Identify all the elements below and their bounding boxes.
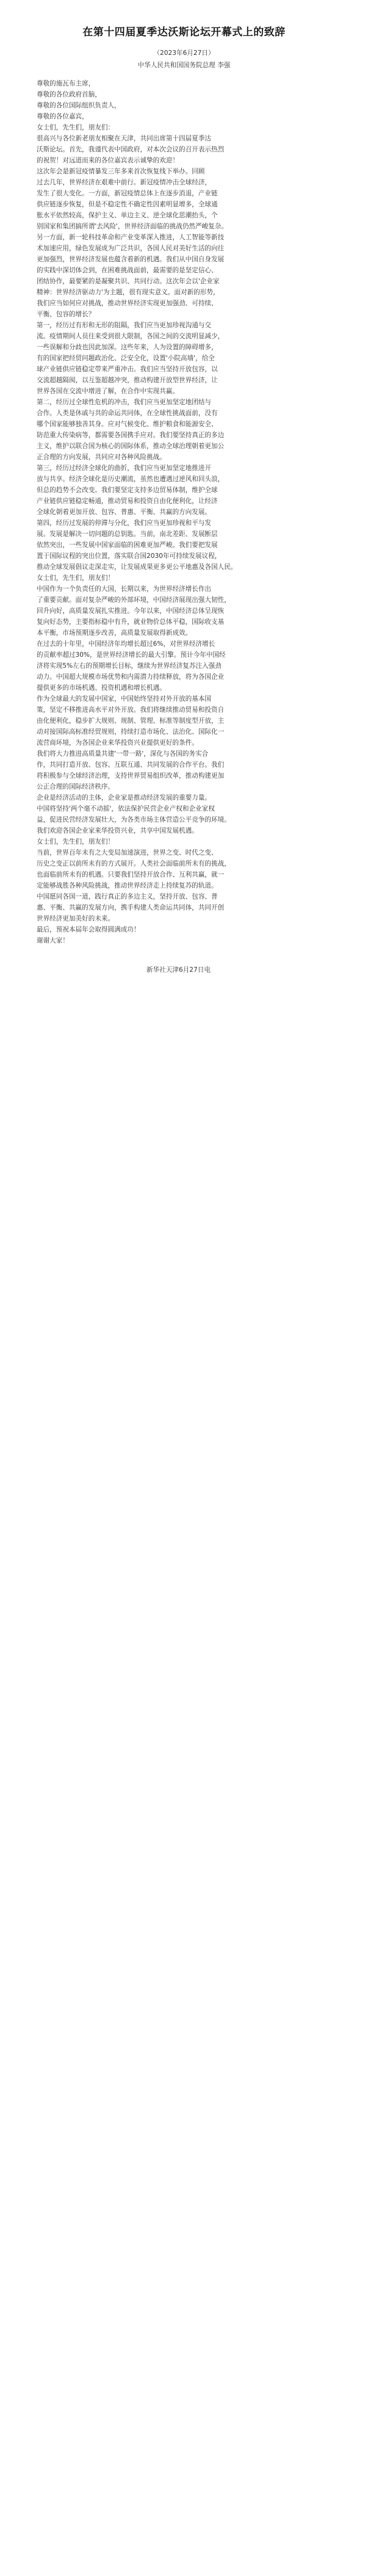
paragraph-line: 更加强烈，世界经济发展也蕴含着新的机遇。我们从中国自身发展 bbox=[37, 256, 225, 263]
paragraph-line: 女士们，先生们，朋友们！ bbox=[37, 838, 115, 845]
paragraph-line: 女士们，先生们，朋友们！ bbox=[37, 574, 115, 582]
paragraph-line: 定能够战胜各种风险挑战，推动世界经济走上持续复苏的轨道。 bbox=[37, 882, 218, 889]
paragraph-line: 世界各国在交流中增进了解，在合作中实现共赢。 bbox=[37, 388, 179, 395]
paragraph-line: 一些误解和分歧也因此加深。这些年来，人为设置的障碍增多， bbox=[37, 344, 218, 351]
paragraph-line: 我们应当如何应对挑战，推动世界经济实现更加强劲、可持续、 bbox=[37, 300, 218, 307]
paragraph-line: 第一，经历过有形和无形的阻隔，我们应当更加珍视沟通与交 bbox=[37, 322, 212, 329]
paragraph-line: 济将实现5%左右的预期增长目标，继续为世界经济复苏注入强劲 bbox=[37, 662, 222, 670]
paragraph-line: 中国将坚持'两个毫不动摇'，依法保护民营企业产权和企业家权 bbox=[37, 805, 215, 812]
paragraph-line: 提供更多的市场机遇、投资机遇和增长机遇。 bbox=[37, 684, 166, 692]
speech-title: 在第十四届夏季达沃斯论坛开幕式上的致辞 bbox=[82, 26, 286, 38]
paragraph-line: 有的国家把经贸问题政治化、泛安全化，设置'小院高墙'，给全 bbox=[37, 355, 215, 362]
paragraph-line: 由化便利化，稳步扩大规则、规制、管理、标准等制度型开放，主 bbox=[37, 717, 225, 725]
paragraph-line: 展。发展是解决一切问题的总钥匙。当前，南北差距、发展断层 bbox=[37, 530, 218, 538]
paragraph-line: 合作。人类是休戚与共的命运共同体，在全球性挑战面前，没有 bbox=[37, 410, 218, 417]
paragraph-line: 全球化朝着更加开放、包容、普惠、平衡、共赢的方向发展。 bbox=[37, 508, 212, 516]
paragraph-line: 术加速应用，绿色发展成为广泛共识，各国人民对美好生活的向往 bbox=[37, 245, 225, 252]
speaker-line: 中华人民共和国国务院总理 李强 bbox=[137, 62, 231, 69]
paragraph-line: 的贡献率超过30%，是世界经济增长的最大引擎。预计今年中国经 bbox=[37, 651, 226, 659]
paragraph-line: 这次年会是新冠疫情暴发三年多来首次恢复线下举办。回顾 bbox=[37, 168, 205, 175]
paragraph-line: 尊敬的施瓦布主席， bbox=[37, 80, 95, 87]
paragraph-line: 当前，世界百年未有之大变局加速演进，世界之变、时代之变、 bbox=[37, 849, 218, 856]
paragraph-line: 我们将大力推进高质量共建'一带一路'，深化与各国的务实合 bbox=[37, 750, 209, 758]
sign-off-line: 新华社天津6月27日电 bbox=[146, 966, 211, 974]
paragraph-line: 供应链逐步恢复，但是不稳定性不确定性因素明显增多，全球通 bbox=[37, 201, 218, 208]
paragraph-line: 但总的趋势不会改变。我们要坚定支持多边贸易体制，维护全球 bbox=[37, 487, 218, 494]
paragraph-line: 作为全球最大的发展中国家，中国始终坚持对外开放的基本国 bbox=[37, 695, 212, 703]
paragraph-line: 企业是经济活动的主体，企业家是推动经济发展的重要力量。 bbox=[37, 794, 212, 801]
paragraph-line: 谢谢大家！ bbox=[37, 937, 69, 944]
paragraph-line: 第二，经历过全球性危机的冲击，我们应当更加坚定地团结与 bbox=[37, 399, 212, 406]
paragraph-line: 流。疫情期间人员往来受到很大限制，各国之间的交流明显减少， bbox=[37, 333, 225, 340]
paragraph-line: 推动全球发展倡议走深走实，让发展成果更多更公平地惠及各国人民。 bbox=[37, 563, 237, 571]
paragraph-line: 防范重大传染病等，都需要各国携手应对。我们要坚持真正的多边 bbox=[37, 432, 225, 439]
paragraph-line: 流营商环境，为各国企业来华投资兴业提供更好的条件。 bbox=[37, 739, 198, 747]
paragraph-line: 女士们，先生们，朋友们： bbox=[37, 124, 115, 131]
paragraph-line: 尊敬的各位政府首脑， bbox=[37, 91, 101, 98]
paragraph-line: 了重要贡献。面对复杂严峻的外部环境，中国经济展现出强大韧性， bbox=[37, 596, 231, 604]
paragraph-line: 在过去的十年里，中国经济年均增长超过6%，对世界经济增长 bbox=[37, 640, 215, 648]
paragraph-line: 发生了很大变化。一方面，新冠疫情总体上在逐步消退，产业链 bbox=[37, 190, 218, 197]
paragraph-line: 策，坚定不移推进高水平对外开放。我们将继续推动贸易和投资自 bbox=[37, 706, 225, 714]
paragraph-line: 球产业链供应链稳定带来严重冲击。我们应当坚持开放包容，以 bbox=[37, 366, 218, 373]
paragraph-line: 团结协作，最要紧的是凝聚共识、共同行动。这次年会以'企业家 bbox=[37, 278, 220, 285]
paragraph-line: 的实践中深切体会到，在困难挑战面前，最需要的是坚定信心、 bbox=[37, 267, 218, 274]
paragraph-line: 本平衡，市场预期逐步改善，高质量发展取得新成效。 bbox=[37, 629, 192, 637]
paragraph-line: 另一方面，新一轮科技革命和产业变革深入推进，人工智能等新技 bbox=[37, 234, 225, 241]
paragraph-line: 中国愿同各国一道，践行真正的多边主义，坚持开放、包容、普 bbox=[37, 893, 218, 900]
paragraph-line: 回升向好，高质量发展扎实推进。今年以来，中国经济总体呈现恢 bbox=[37, 607, 225, 615]
paragraph-line: 胀水平依然较高，保护主义、单边主义、逆全球化思潮抬头，个 bbox=[37, 212, 218, 219]
paragraph-line: 作，共同打造开放、包容、互联互通、共同发展的合作平台。我们 bbox=[37, 761, 225, 769]
date-line: （2023年6月27日） bbox=[153, 49, 215, 57]
paragraph-line: 别国家和集团搞所谓'去风险'，世界经济面临的挑战仍然严峻复杂。 bbox=[37, 223, 228, 230]
paragraph-line: 很高兴与各位新老朋友相聚在天津，共同出席第十四届夏季达 bbox=[37, 135, 212, 142]
paragraph-line: 产业链供应链稳定畅通，推动贸易和投资自由化便利化，让经济 bbox=[37, 497, 218, 505]
paragraph-line: 惠、平衡、共赢的发展方向，携手构建人类命运共同体，共同开创 bbox=[37, 904, 225, 911]
paragraph-line: 放与共享。经济全球化是历史潮流，虽然也遭遇过逆风和回头浪， bbox=[37, 476, 225, 483]
paragraph-line: 第四，经历过发展的停滞与分化，我们应当更加珍视和平与发 bbox=[37, 519, 212, 527]
paragraph-line: 第三，经历过经济全球化的曲折，我们应当更加坚定地推进开 bbox=[37, 465, 212, 472]
paragraph-line: 主义，维护以联合国为核心的国际体系，推动全球治理朝着更加公 bbox=[37, 443, 225, 450]
paragraph-line: 我们欢迎各国企业家来华投资兴业，共享中国发展机遇。 bbox=[37, 827, 198, 834]
paragraph-line: 尊敬的各位国际组织负责人， bbox=[37, 102, 121, 109]
paragraph-line: 动力。中国超大规模市场优势和内需潜力持续释放，将为各国企业 bbox=[37, 673, 225, 681]
paragraph-line: 平衡、包容的增长？ bbox=[37, 311, 95, 318]
paragraph-line: 最后，预祝本届年会取得圆满成功！ bbox=[37, 926, 140, 933]
paragraph-line: 复向好态势，主要指标稳中有升，就业物价总体平稳，国际收支基 bbox=[37, 618, 225, 626]
paragraph-line: 益，促进民营经济发展壮大，为各类市场主体营造公平竞争的环境。 bbox=[37, 816, 231, 823]
paragraph-line: 沃斯论坛。首先，我谨代表中国政府，对本次会议的召开表示热烈 bbox=[37, 146, 225, 153]
paragraph-line: 公正合理的国际经济秩序。 bbox=[37, 783, 115, 791]
paragraph-line: 正合理的方向发展，共同应对各种风险挑战。 bbox=[37, 454, 166, 461]
paragraph-line: 历史之变正以前所未有的方式展开。人类社会面临前所未有的挑战， bbox=[37, 860, 231, 867]
paragraph-line: 尊敬的各位嘉宾， bbox=[37, 113, 88, 120]
paragraph-line: 也面临前所未有的机遇。只要我们坚持开放合作、互利共赢，就一 bbox=[37, 871, 225, 878]
paragraph-line: 交流超越隔阂，以互鉴超越冲突，推动构建开放型世界经济，让 bbox=[37, 377, 218, 384]
paragraph-line: 将积极参与全球经济治理，支持世界贸易组织改革，推动构建更加 bbox=[37, 772, 225, 780]
paragraph-line: 哪个国家能够独善其身。应对气候变化、维护粮食和能源安全、 bbox=[37, 421, 218, 428]
paragraph-line: 依然突出，一些发展中国家面临的困难更加严峻。我们要把发展 bbox=[37, 541, 218, 549]
paragraph-line: 的祝贺！对远道而来的各位嘉宾表示诚挚的欢迎！ bbox=[37, 157, 179, 164]
paragraph-line: 过去几年，世界经济在艰难中前行。新冠疫情冲击全球经济， bbox=[37, 179, 212, 186]
paragraph-line: 置于国际议程的突出位置，落实联合国2030年可持续发展议程， bbox=[37, 552, 222, 560]
paragraph-line: 中国作为一个负责任的大国，长期以来，为世界经济增长作出 bbox=[37, 585, 212, 593]
paragraph-line: 世界经济更加美好的未来。 bbox=[37, 915, 115, 922]
paragraph-line: 精神：世界经济驱动力'为主题，很有现实意义。面对新的形势， bbox=[37, 289, 220, 296]
paragraph-line: 动对接国际高标准经贸规则，持续打造市场化、法治化、国际化一 bbox=[37, 728, 225, 736]
